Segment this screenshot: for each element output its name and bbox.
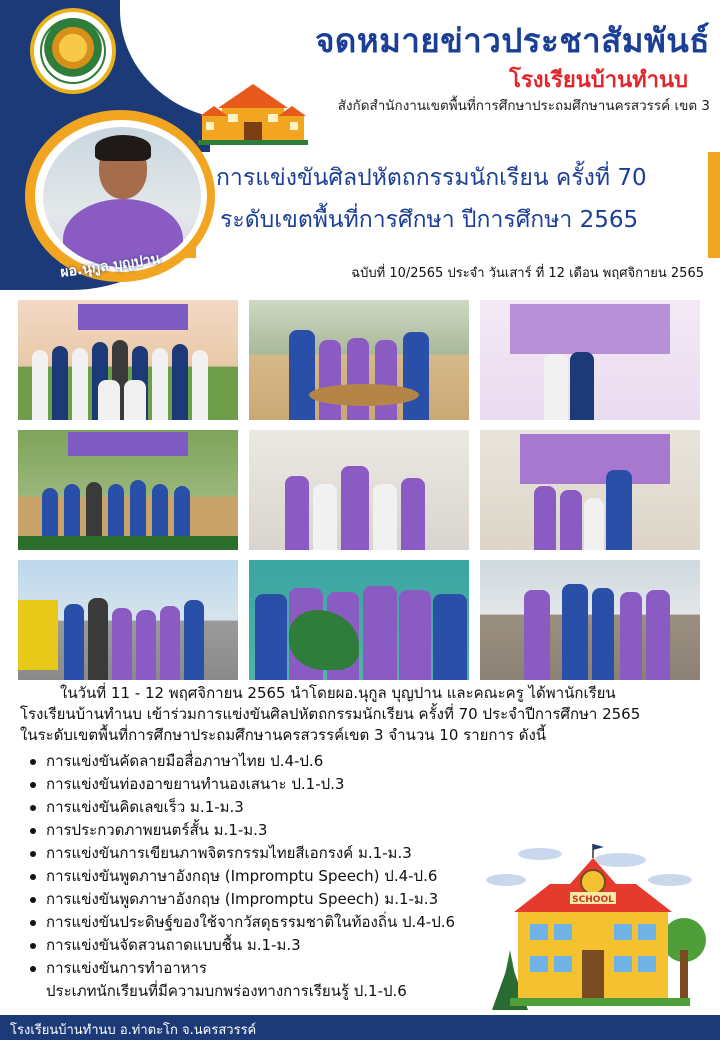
- photo-garden-group: [18, 430, 238, 550]
- issue-info: ฉบับที่ 10/2565 ประจำ วันเสาร์ ที่ 12 เดือน พฤศจิกายน 2565: [351, 266, 704, 281]
- school-emblem-icon: [30, 8, 116, 94]
- list-item: การแข่งขันจัดสวนถาดแบบชื้น ม.1-ม.3: [30, 934, 510, 957]
- competition-list: [30, 750, 510, 1003]
- headline-line-1: การแข่งขันศิลปหัตถกรรมนักเรียน ครั้งที่ 70: [216, 165, 647, 191]
- list-item: การแข่งขันคัดลายมือสื่อภาษาไทย ป.4-ป.6: [30, 750, 510, 773]
- photo-curtain-group: [480, 430, 700, 550]
- list-item: การแข่งขันพูดภาษาอังกฤษ (Impromptu Speech) ป.4-ป.6: [30, 865, 510, 888]
- list-item: การแข่งขันท่องอาขยานทำนองเสนาะ ป.1-ป.3: [30, 773, 510, 796]
- article-line-2: โรงเรียนบ้านทำนบ เข้าร่วมการแข่งขันศิลปหัตถกรรมนักเรียน ครั้งที่ 70 ประจำปีการศึกษา 2565: [20, 705, 641, 723]
- list-item: การแข่งขันประดิษฐ์ของใช้จากวัสดุธรรมชาติในท้องถิ่น ป.4-ป.6: [30, 911, 510, 934]
- affiliation-text: สังกัดสำนักงานเขตพื้นที่การศึกษาประถมศึกษานครสวรรค์ เขต 3: [337, 98, 710, 114]
- photo-cooking-outdoor: [480, 560, 700, 680]
- photo-outdoor-stall: [18, 560, 238, 680]
- list-item: การแข่งขันการทำอาหาร: [30, 957, 510, 980]
- photo-indoor-group: [249, 430, 469, 550]
- list-item: การแข่งขันการเขียนภาพจิตรกรรมไทยสีเอกรงค์ ม.1-ม.3: [30, 842, 510, 865]
- list-item: การแข่งขันพูดภาษาอังกฤษ (Impromptu Speech) ม.1-ม.3: [30, 888, 510, 911]
- list-item: การแข่งขันคิดเลขเร็ว ม.1-ม.3: [30, 796, 510, 819]
- school-name: โรงเรียนบ้านทำนบ: [509, 68, 688, 93]
- newsletter-title: จดหมายข่าวประชาสัมพันธ์: [315, 21, 710, 60]
- photo-cooking-team: [249, 300, 469, 420]
- headline-line-2: ระดับเขตพื้นที่การศึกษา ปีการศึกษา 2565: [220, 207, 639, 233]
- director-portrait: [43, 127, 201, 267]
- school-sign-text: SCHOOL: [572, 895, 614, 905]
- article-line-3: ในระดับเขตพื้นที่การศึกษาประถมศึกษานครสวรรค์เขต 3 จำนวน 10 รายการ ดังนี้: [20, 726, 547, 744]
- director-caption: ผอ.นุกูล บุญปาน: [59, 251, 162, 281]
- article-line-1: ในวันที่ 11 - 12 พฤศจิกายน 2565 นำโดยผอ.นุกูล บุญปาน และคณะครู ได้พานักเรียน: [60, 684, 616, 702]
- photo-group-stage: [18, 300, 238, 420]
- photo-pair-backdrop: [480, 300, 700, 420]
- list-item: การประกวดภาพยนตร์สั้น ม.1-ม.3: [30, 819, 510, 842]
- school-illustration: [470, 840, 720, 1015]
- footer-text: โรงเรียนบ้านทำนบ อ.ท่าตะโก จ.นครสวรรค์: [10, 1023, 257, 1038]
- list-item-continuation: ประเภทนักเรียนที่มีความบกพร่องทางการเรียนรู้ ป.1-ป.6: [46, 982, 407, 1000]
- photo-masked-students: [249, 560, 469, 680]
- footer-bar: [0, 1015, 720, 1040]
- article-body: [20, 683, 710, 746]
